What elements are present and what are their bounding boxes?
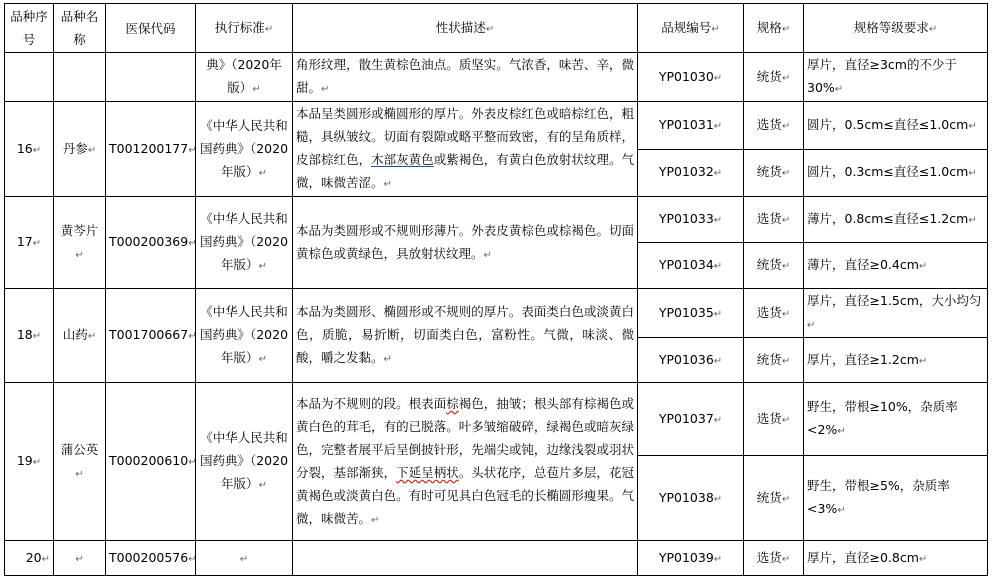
spec-no-cell: YP01032↵ — [638, 149, 744, 197]
standard-cell: 《中华人民共和国药典》（2020年版）↵ — [196, 197, 293, 289]
desc-cell: 本品呈类圆形或椭圆形的厚片。外表皮棕红色或暗棕红色，粗糙，具纵皱纹。切面有裂隙或略平整而致密，有的呈角质样，皮部棕红色，木部灰黄色或紫褐色，有黄白色放射状纹理。气微，味微苦涩。↵ — [293, 102, 638, 197]
header-spec: 规格↵ — [744, 4, 804, 53]
table-row — [5, 197, 988, 243]
header-row — [5, 4, 988, 53]
desc-cell: 本品为不规则的段。根表面棕褐色，抽皱；根头部有棕褐色或黄白色的茸毛，有的已脱落。叶多皱缩破碎，绿褐色或暗灰绿色，完整者展平后呈倒披针形，先端尖或钝，边缘浅裂或羽状分裂，基部渐狭，下延呈柄状。头状花序，总苞片多层，花冠黄褐色或淡黄白色。有时可见具白色冠毛的长椭圆形瘦果。气微，味微苦。↵ — [293, 383, 638, 541]
header-name: 品种名称 — [54, 4, 106, 53]
standard-cell: 《中华人民共和国药典》（2020年版）↵ — [196, 102, 293, 197]
req-cell: 圆片，0.5cm≤直径≤1.0cm↵ — [804, 102, 988, 150]
name-cell: 丹参↵ — [54, 102, 106, 197]
spec-cell: 统货↵ — [744, 149, 804, 197]
desc-cell: 本品为类圆形、椭圆形或不规则的厚片。表面类白色或淡黄白色，质脆，易折断，切面类白色，富粉性。气微，味淡、微酸，嚼之发黏。↵ — [293, 289, 638, 383]
spec-no-cell: YP01031↵ — [638, 102, 744, 150]
spec-no-cell: YP01033↵ — [638, 197, 744, 243]
name-cell: ↵ — [54, 541, 106, 576]
header-standard: 执行标准↵ — [196, 4, 293, 53]
code-cell: T000200610↵ — [106, 383, 196, 541]
req-cell: 野生，带根≥10%，杂质率<2%↵ — [804, 383, 988, 456]
spec-no-cell: YP01038↵ — [638, 456, 744, 541]
name-cell: 黄芩片↵ — [54, 197, 106, 289]
req-cell: 薄片，0.8cm≤直径≤1.2cm↵ — [804, 197, 988, 243]
standard-cell: 《中华人民共和国药典》（2020年版）↵ — [196, 289, 293, 383]
spec-cell: 选货↵ — [744, 102, 804, 150]
spec-cell: 选货↵ — [744, 383, 804, 456]
table-row — [5, 53, 988, 102]
table-row — [5, 102, 988, 150]
seq-cell: 16↵ — [5, 102, 54, 197]
name-cell: 蒲公英↵ — [54, 383, 106, 541]
req-cell: 厚片，直径≥1.5cm，大小均匀↵ — [804, 289, 988, 338]
req-cell: 厚片，直径≥3cm的不少于30%↵ — [804, 53, 988, 102]
spec-table — [4, 3, 988, 576]
seq-cell: 18↵ — [5, 289, 54, 383]
standard-cell: 《中华人民共和国药典》（2020年版）↵ — [196, 383, 293, 541]
code-cell: T000200576↵ — [106, 541, 196, 576]
seq-cell: 20↵ — [5, 541, 54, 576]
code-cell: T001700667↵ — [106, 289, 196, 383]
header-code: 医保代码 — [106, 4, 196, 53]
code-cell — [106, 53, 196, 102]
spec-cell: 选货↵ — [744, 289, 804, 338]
seq-cell: 19↵ — [5, 383, 54, 541]
header-spec-no: 品规编号↵ — [638, 4, 744, 53]
standard-cell: ↵ — [196, 541, 293, 576]
spec-no-cell: YP01034↵ — [638, 243, 744, 289]
spec-cell: 选货↵ — [744, 197, 804, 243]
spec-no-cell: YP01037↵ — [638, 383, 744, 456]
code-cell: T001200177↵ — [106, 102, 196, 197]
table-row — [5, 289, 988, 338]
seq-cell: 17↵ — [5, 197, 54, 289]
header-req: 规格等级要求↵ — [804, 4, 988, 53]
name-cell — [54, 53, 106, 102]
table-row — [5, 383, 988, 456]
code-cell: T000200369↵ — [106, 197, 196, 289]
req-cell: 厚片，直径≥1.2cm↵ — [804, 338, 988, 383]
desc-cell — [293, 541, 638, 576]
req-cell: 圆片，0.3cm≤直径≤1.0cm↵ — [804, 149, 988, 197]
spec-cell: 统货↵ — [744, 338, 804, 383]
req-cell: 厚片，直径≥0.8cm↵ — [804, 541, 988, 576]
spec-cell: 统货↵ — [744, 53, 804, 102]
seq-cell — [5, 53, 54, 102]
spec-no-cell: YP01036↵ — [638, 338, 744, 383]
spec-no-cell: YP01035↵ — [638, 289, 744, 338]
spec-no-cell: YP01030↵ — [638, 53, 744, 102]
spec-no-cell: YP01039↵ — [638, 541, 744, 576]
spec-cell: 统货↵ — [744, 243, 804, 289]
header-desc: 性状描述↵ — [293, 4, 638, 53]
header-seq: 品种序号 — [5, 4, 54, 53]
spec-cell: 统货↵ — [744, 456, 804, 541]
table-row — [5, 541, 988, 576]
desc-cell: 本品为类圆形或不规则形薄片。外表皮黄棕色或棕褐色。切面黄棕色或黄绿色，具放射状纹理。↵ — [293, 197, 638, 289]
req-cell: 薄片，直径≥0.4cm↵ — [804, 243, 988, 289]
desc-cell: 角形纹理，散生黄棕色油点。质坚实。气浓香，味苦、辛，微甜。↵ — [293, 53, 638, 102]
spec-cell: 选货↵ — [744, 541, 804, 576]
name-cell: 山药↵ — [54, 289, 106, 383]
req-cell: 野生，带根≥5%，杂质率<3%↵ — [804, 456, 988, 541]
standard-cell: 典》（2020年版）↵ — [196, 53, 293, 102]
